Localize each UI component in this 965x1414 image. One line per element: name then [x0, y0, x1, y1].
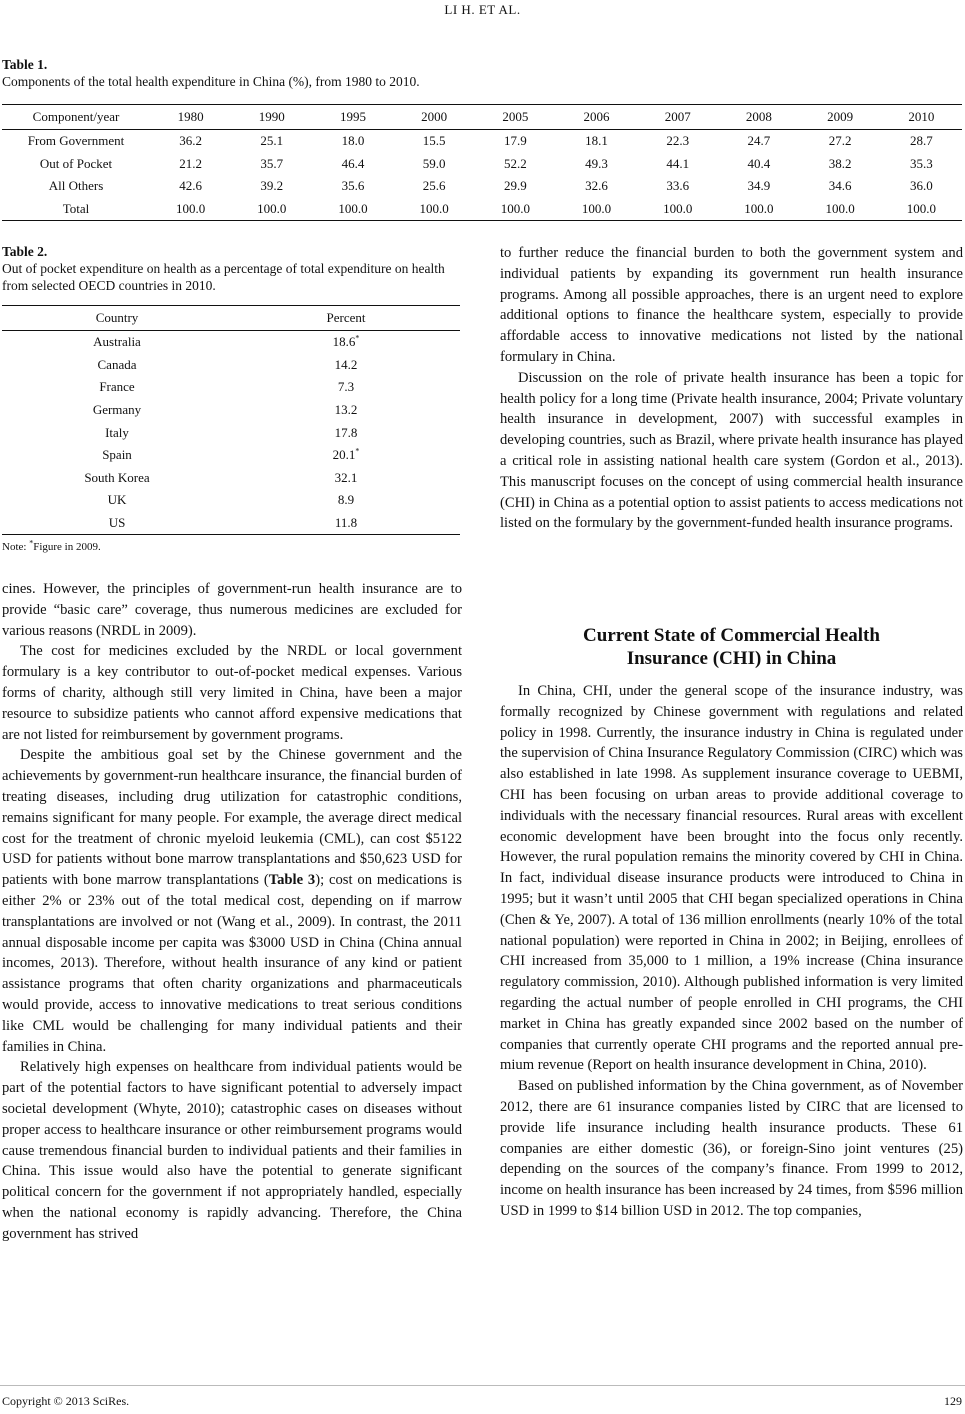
body-paragraph: In China, CHI, under the general scope of the insurance industry, was formally recognized by Chinese government with regulations and related policy in 1998. Currently, the insurance industry in China is regulated under the supervision of China Insurance Regulatory Commission (CIRC) which was also established in late 1998. As supplement insurance coverage to UEBMI, CHI has been focusing on urban areas to provide additional coverage to individuals with the necessary financial resources. Rural areas with excellent economic development have been brought into the focus only recently. However, the rural population remains the minority covered by CHI in China. In fact, individual disease insurance products were introduced to China in 1995; but it wasn’t until 2005 that CHI began specialized operations in China (Chen & Ye, 2007). A total of 136 million enrollments (nearly 10% of the total national population) were reported in China in 2002; in Beijing, enrollees of CHI increased from 35,000 to 1 million, a 19% increase (China insurance regulatory commission, 2010). Although published information is very limited regarding the actual number of people enrolled in CHI programs, the CHI market in China has greatly expanded since 2002 based on the number of companies that currently operate CHI programs and the reported annual premium revenue (Report on health insurance development in China, 2010). [500, 683, 963, 1074]
table2-percent: 20.1 [332, 447, 356, 463]
table2-row [2, 376, 460, 399]
section-heading-line: Current State of Commercial Health [583, 625, 880, 646]
table1-row-label: From Government [27, 133, 125, 149]
table2-row [2, 354, 460, 377]
table1-row [2, 130, 962, 153]
table2-percent-cell [232, 489, 460, 512]
table1-caption-text: Components of the total health expenditure in China (%), from 1980 to 2010. [2, 74, 420, 89]
table1-cell: 24.7 [747, 133, 771, 149]
table1-cell: 22.3 [666, 133, 690, 149]
table2-percent: 17.8 [334, 424, 358, 440]
table1-cell: 39.2 [260, 178, 284, 194]
table2-percent-cell [232, 376, 460, 399]
table2-country: South Korea [84, 469, 150, 485]
table2-percent: 7.3 [337, 379, 355, 395]
table1-cell: 33.6 [666, 178, 690, 194]
table1-col-header: Component/year [2, 105, 150, 130]
table1-cell: 38.2 [828, 155, 852, 171]
table1-cell: 100.0 [394, 198, 475, 221]
body-paragraph: Discussion on the role of private health insurance has been a topic for health policy for a long time (Private health insurance, 2004; Private voluntary health insurance in development, 2007) with successful examples in developing countries, such as Brazil, where private health insurance has played a critical role in assisting national health care system (Gordon et al., 2013). This manuscript focuses on the concept of using commercial health insurance (CHI) in China as a potential option to assist patients to access medications not listed on the formulary by the government-funded health insurance programs. [500, 369, 963, 532]
table1-row-label: Out of Pocket [39, 155, 113, 171]
table1-cell: 15.5 [422, 133, 446, 149]
table2-percent: 8.9 [337, 492, 355, 508]
table2-percent-cell [232, 354, 460, 377]
table2-percent-cell [232, 421, 460, 444]
table2-country: Italy [105, 424, 129, 440]
table2-footnote-mark: * [355, 446, 360, 456]
section-heading-line: Insurance (CHI) in China [626, 648, 837, 669]
table1-cell: 100.0 [312, 198, 393, 221]
table1-col-header: 2006 [556, 105, 637, 130]
table1-cell: 36.2 [179, 133, 202, 149]
table2-caption-text: Out of pocket expenditure on health as a percentage of total expenditure on health from selected OECD countries in 2010. [2, 261, 445, 293]
table2-country: Australia [93, 334, 141, 350]
right-body-column-bottom [500, 681, 963, 1222]
table1-cell: 35.7 [260, 155, 284, 171]
body-paragraph: to further reduce the financial burden to both the government system and individual patients by expanding its government run health insurance programs. Among all possible approaches, there is an urgent need to explore additional options to finance the healthcare system, especially to provide affordable access to innovative medications not listed by the national formulary in China. [500, 245, 963, 365]
table2-row [2, 331, 460, 354]
table1-col-header: 2010 [881, 105, 962, 130]
body-paragraph: Based on published information by the China government, as of November 2012, there are 61 insurance companies listed by CIRC that are licensed to provide life insurance including health insurance products. These 61 companies are either domestic (36), or foreign-Sino joint ventures (25) depending on the sources of the company’s finance. From 1999 to 2012, income on health insurance has been increased by 24 times, from $596 million USD in 1999 to $14 billion USD in 2012. The top companies, [500, 1078, 963, 1219]
footer-copyright: Copyright © 2013 SciRes. [2, 1394, 130, 1408]
table2-row [2, 489, 460, 512]
table2-note [2, 538, 101, 553]
right-body-column-top [500, 243, 963, 534]
table1-cell: 25.6 [422, 178, 446, 194]
table2-percent: 11.8 [334, 515, 358, 531]
table2-country: US [2, 512, 232, 535]
table1 [2, 104, 962, 221]
note-prefix: Note: [2, 541, 30, 553]
table2-row [2, 444, 460, 467]
table2-row [2, 421, 460, 444]
table1-body [2, 130, 962, 221]
table2-percent: 18.6 [332, 334, 356, 350]
table2-percent-cell [232, 331, 460, 354]
table1-cell: 32.6 [585, 178, 608, 194]
body-paragraph: The cost for medicines excluded by the NRDL or local government formulary is a key contributor to out-of-pocket medical expenses. Various forms of charity, although still very limited in China, have been a major resource to subsidize patients who cannot afford expensive medications that are not listed for reimbursement by government programs. [2, 643, 462, 743]
table1-cell: 25.1 [260, 133, 284, 149]
table2-header-row [2, 306, 460, 331]
table1-cell: 34.9 [747, 178, 771, 194]
page-number: 129 [944, 1394, 962, 1408]
table1-cell: 100.0 [475, 198, 556, 221]
table1-cell: 36.0 [909, 178, 933, 194]
table3-reference: Table 3 [268, 872, 316, 889]
paragraph-text: Despite the ambitious goal set by the Chinese government and the achievements by government-run healthcare insurance, the financial burden of treating diseases, including drug utilization for catastrophic conditions, remains significant for many people. For example, the average direct medical cost for the treatment of chronic myeloid leukemia (CML), can cost $5122 USD for patients without bone marrow transplantations and $50,623 USD for patients with bone marrow transplantations ( [2, 747, 462, 889]
body-paragraph: Relatively high expenses on healthcare from individual patients would be part of the potential factors to have significant potential to adversely impact societal development (Whyte, 2010); catastrophic cases on diseases without proper access to healthcare insurance or other reimbursement programs would cause tremendous financial burden to individual patients and their families in China. This issue would also have the potential to generate significant political concern for the government if not appropriately handled, especially when the national economy is rapidly advancing. Therefore, the China government has strived [2, 1059, 462, 1242]
table1-cell: 40.4 [747, 155, 771, 171]
table1-col-header: 1990 [231, 105, 312, 130]
table1-col-header: 2008 [718, 105, 799, 130]
table1-cell: 34.6 [828, 178, 852, 194]
left-body-column [2, 579, 462, 1245]
table2-percent-cell [232, 512, 460, 535]
table1-col-header: 1980 [150, 105, 231, 130]
table2-percent-cell [232, 444, 460, 467]
table1-cell: 100.0 [231, 198, 312, 221]
running-head: LI H. ET AL. [444, 2, 521, 17]
note-sup: * [29, 538, 34, 548]
table2-col-header: Country [2, 306, 232, 331]
table1-cell: 18.0 [341, 133, 365, 149]
table2-row [2, 512, 460, 535]
table1-cell: 42.6 [179, 178, 202, 194]
table2-label: Table 2. [2, 244, 48, 259]
table1-cell: 21.2 [179, 155, 202, 171]
table2-country: Canada [97, 356, 137, 372]
table2-country: Spain [102, 447, 132, 463]
table2-percent: 32.1 [334, 469, 358, 485]
table1-cell: 29.9 [503, 178, 527, 194]
table1-col-header: 1995 [312, 105, 393, 130]
table1-cell: 100.0 [556, 198, 637, 221]
table1-cell: 100.0 [150, 198, 231, 221]
table1-row [2, 153, 962, 176]
table2-footnote-mark: * [355, 333, 360, 343]
table2-row [2, 467, 460, 490]
body-paragraph [2, 745, 462, 1057]
table1-col-header: 2000 [394, 105, 475, 130]
table2-row [2, 399, 460, 422]
table1-cell: 17.9 [503, 133, 527, 149]
table1-col-header: 2009 [800, 105, 881, 130]
body-paragraph: cines. However, the principles of government-run health insurance are to provide “basic care” coverage, thus numerous medicines are excluded for various reasons (NRDL in 2009). [2, 581, 462, 639]
table1-row-label: All Others [48, 178, 104, 194]
table1-cell: 59.0 [422, 155, 446, 171]
table1-row-label: Total [2, 198, 150, 221]
table1-cell: 100.0 [800, 198, 881, 221]
table2 [2, 305, 460, 535]
table1-row [2, 198, 962, 221]
table1-cell: 18.1 [585, 133, 608, 149]
table1-col-header: 2005 [475, 105, 556, 130]
table1-caption [2, 56, 420, 90]
table1-cell: 52.2 [503, 155, 527, 171]
table1-label: Table 1. [2, 57, 48, 72]
footer-divider [0, 1385, 965, 1386]
table1-row [2, 175, 962, 198]
table2-country: Germany [92, 402, 142, 418]
table1-cell: 44.1 [666, 155, 690, 171]
table1-cell: 100.0 [718, 198, 799, 221]
table1-cell: 27.2 [828, 133, 852, 149]
section-heading [500, 624, 963, 670]
table1-cell: 28.7 [909, 133, 933, 149]
table2-percent-cell [232, 467, 460, 490]
table1-cell: 35.6 [341, 178, 365, 194]
table1-header-row [2, 105, 962, 130]
table1-cell: 100.0 [881, 198, 962, 221]
table2-body [2, 331, 460, 535]
table1-cell: 46.4 [341, 155, 365, 171]
table2-country: France [99, 379, 135, 395]
table2-percent: 14.2 [334, 356, 358, 372]
table1-cell: 49.3 [585, 155, 608, 171]
table2-percent: 13.2 [334, 402, 358, 418]
table1-col-header: 2007 [637, 105, 718, 130]
table1-cell: 35.3 [909, 155, 933, 171]
table2-country: UK [107, 492, 127, 508]
table1-cell: 100.0 [637, 198, 718, 221]
paragraph-text: ); cost on medications is either 2% or 23% out of the total medical cost, depending on if marrow transplantations are involved or not (Wang et al., 2009). In contrast, the 2011 annual disposable income per capita was $3000 USD in China (China annual incomes, 2013). Therefore, without health insurance of any kind or patient assistance programs that often charity organizations and pharmaceuticals would provide, access to innovative medications to treat serious conditions like CML would be challenging for many individual patients and their families in China. [2, 872, 462, 1055]
note-text: Figure in 2009. [33, 541, 101, 553]
table2-caption [2, 243, 462, 294]
table2-col-header: Percent [232, 306, 460, 331]
table2-percent-cell [232, 399, 460, 422]
